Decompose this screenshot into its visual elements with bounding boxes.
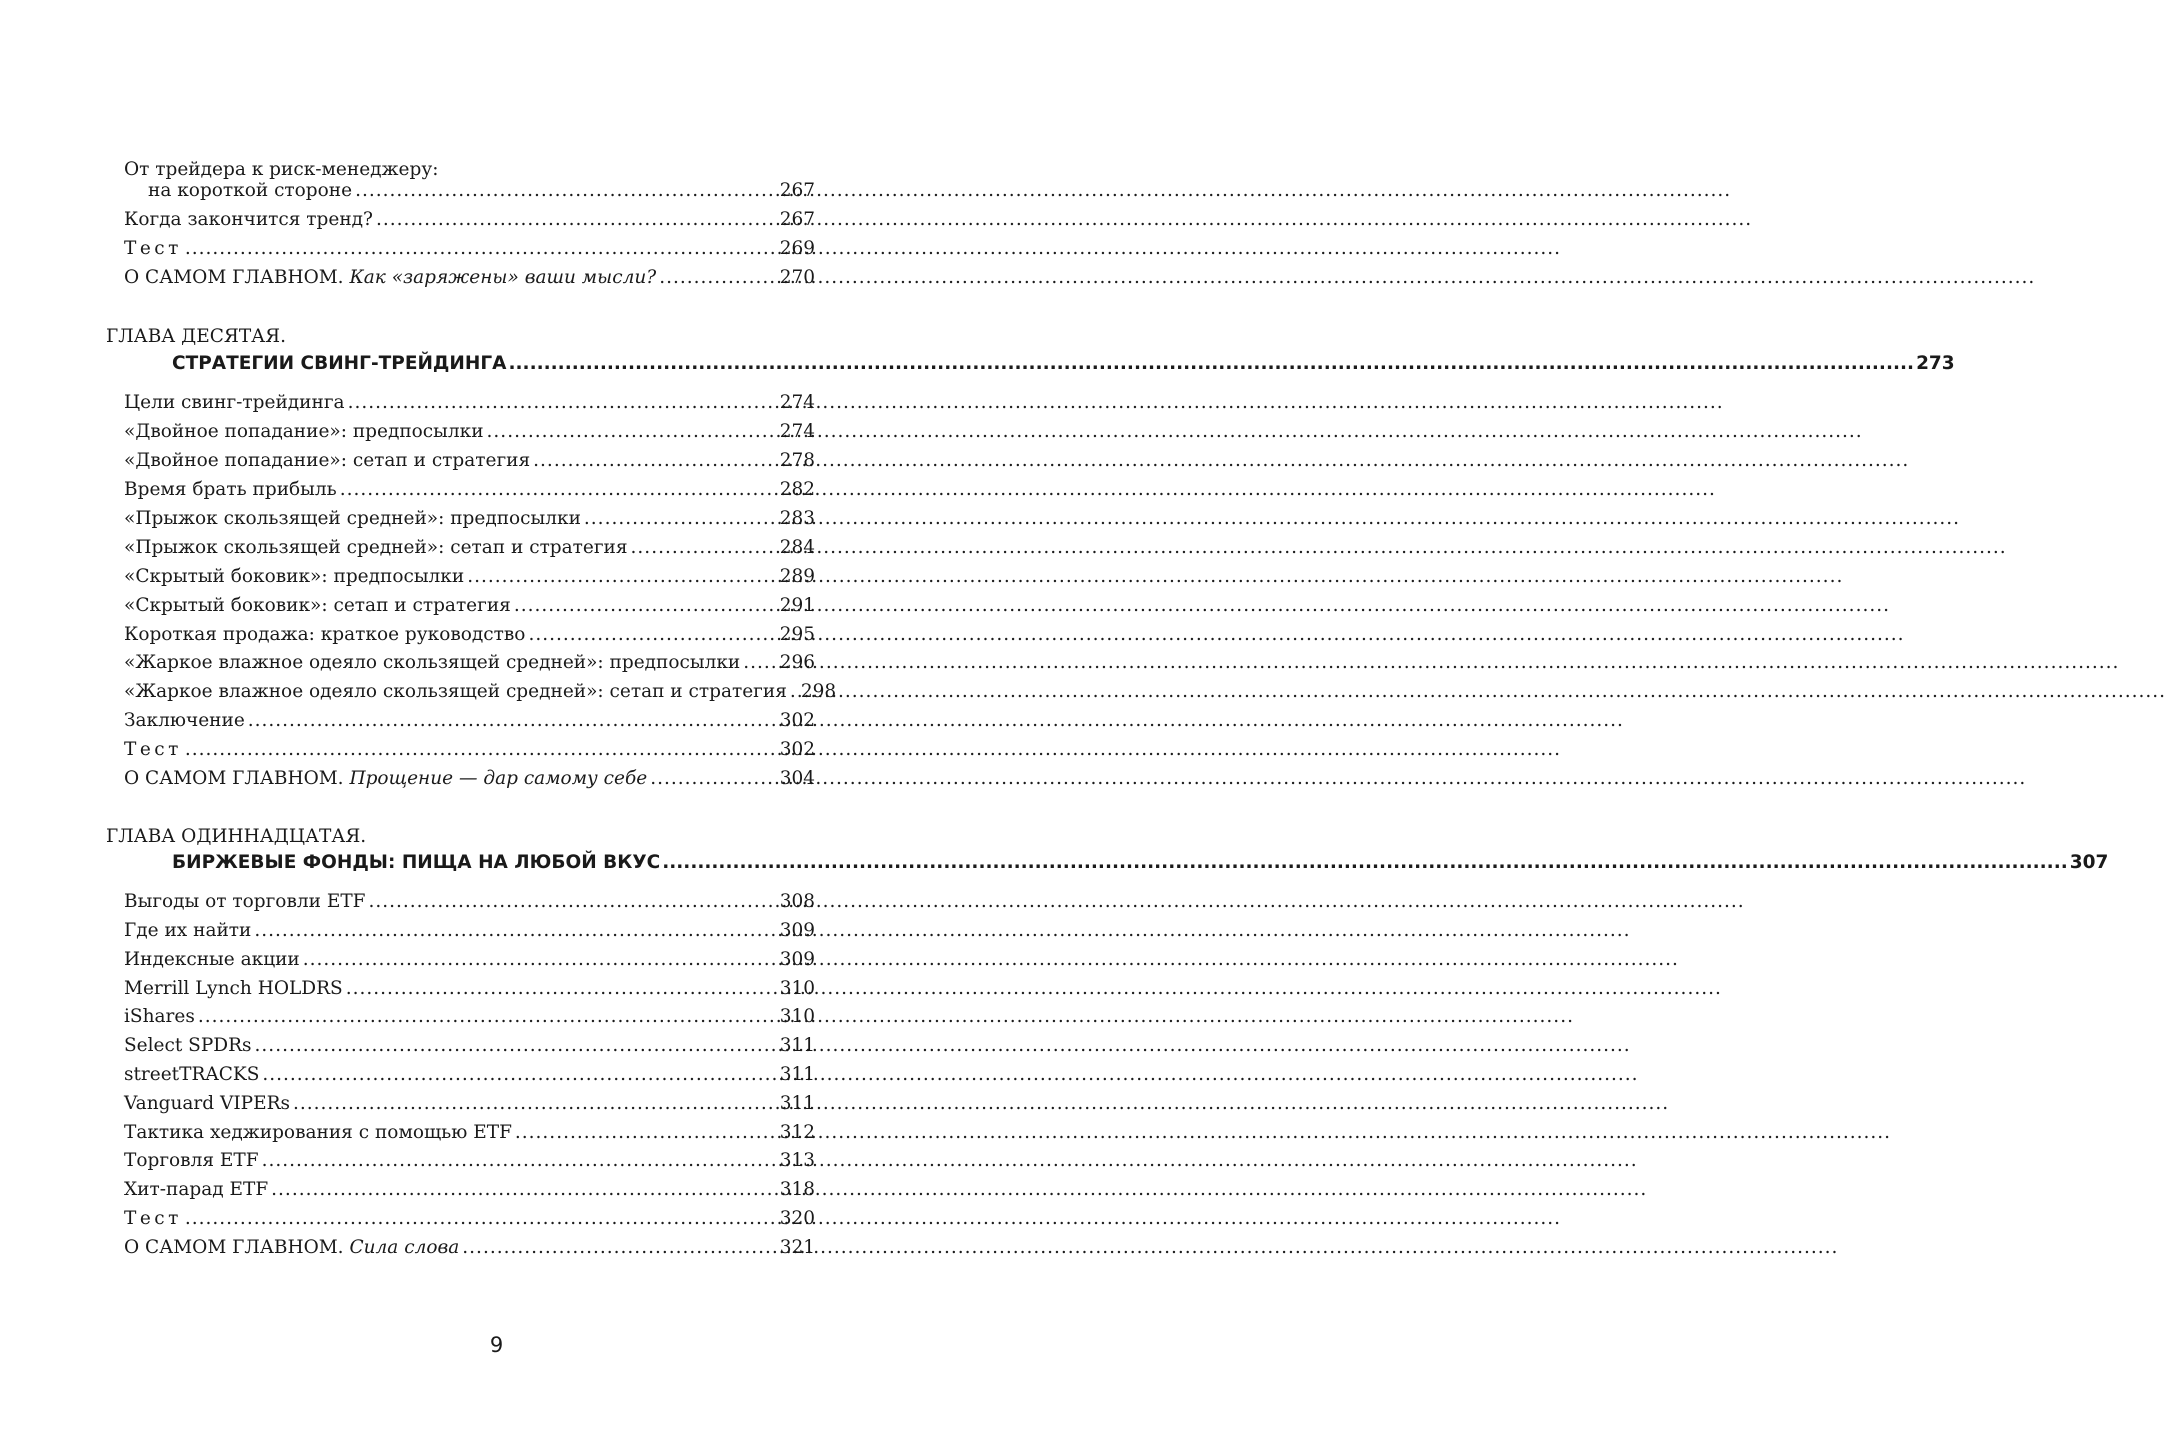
toc-entry-title: Хит-парад ETF [124, 1179, 269, 1200]
toc-entry [124, 677, 837, 706]
toc-entry [124, 234, 815, 263]
toc-entry-title: Время брать прибыль [124, 479, 337, 500]
dot-leader [533, 446, 777, 475]
toc-entry [124, 504, 815, 533]
dot-leader [659, 263, 777, 292]
toc-entry-title: О САМОМ ГЛАВНОМ. Как «заряжены» ваши мысли? [124, 267, 657, 288]
toc-entry [124, 735, 815, 764]
dot-leader [487, 417, 777, 446]
chapter-title-text: БИРЖЕВЫЕ ФОНДЫ: ПИЩА НА ЛЮБОЙ ВКУС [172, 852, 661, 873]
toc-entry-page: 310 [779, 978, 815, 999]
chapter-title-text: СТРАТЕГИИ СВИНГ-ТРЕЙДИНГА [172, 353, 507, 374]
toc-entry [124, 1060, 815, 1089]
toc-entry-title: Merrill Lynch HOLDRS [124, 978, 343, 999]
dot-leader [650, 764, 777, 793]
toc-entry-page: 278 [779, 450, 815, 471]
toc-entry [124, 533, 815, 562]
toc-entry-title: Когда закончится тренд? [124, 209, 373, 230]
toc-entry [124, 1233, 815, 1262]
dot-leader [262, 1060, 776, 1089]
toc-entry-page: 298 [800, 681, 837, 702]
toc-entry-page: 283 [779, 508, 815, 529]
toc-entry [124, 1031, 815, 1060]
toc-entry [124, 1089, 815, 1118]
chapter-title-page: 307 [2069, 852, 2109, 873]
toc-entry-title: iShares [124, 1006, 195, 1027]
toc-entry-page: 296 [779, 652, 815, 673]
toc-entry-page: 289 [779, 566, 815, 587]
dot-leader [515, 1118, 777, 1147]
toc-entry-page: 313 [779, 1150, 815, 1171]
dot-leader [790, 677, 798, 706]
dot-leader [462, 1233, 776, 1262]
toc-entry-page: 270 [779, 267, 815, 288]
toc-entry-title: «Двойное попадание»: предпосылки [124, 421, 484, 442]
toc-entry [124, 562, 815, 591]
toc-entry-page: 318 [779, 1179, 815, 1200]
toc-entry-title: на короткой стороне [148, 180, 353, 201]
toc-entry [124, 1002, 815, 1031]
toc-entry-title: Короткая продажа: краткое руководство [124, 624, 526, 645]
dot-leader [508, 348, 1914, 380]
toc-entry [124, 916, 815, 945]
toc-entry [124, 974, 815, 1003]
dot-leader [185, 234, 777, 263]
dot-leader [355, 176, 777, 205]
toc-entry-title: Торговля ETF [124, 1150, 259, 1171]
dot-leader [248, 706, 777, 735]
toc-entry-page: 282 [779, 479, 815, 500]
chapter-title-page: 273 [1916, 353, 1955, 374]
toc-entry-page: 311 [779, 1093, 815, 1114]
toc-entry-page: 311 [779, 1035, 815, 1056]
dot-leader [185, 735, 777, 764]
dot-leader [348, 388, 777, 417]
toc-entry-page: 274 [779, 392, 815, 413]
toc-entry-page: 284 [779, 537, 815, 558]
toc-entry-title: Тест [124, 238, 182, 259]
toc-entry-page: 295 [779, 624, 815, 645]
chapter-label: ГЛАВА ОДИННАДЦАТАЯ. [106, 826, 367, 847]
toc-entry-page: 308 [779, 891, 815, 912]
toc-entry-title: «Скрытый боковик»: предпосылки [124, 566, 465, 587]
toc-entry-title: О САМОМ ГЛАВНОМ. Сила слова [124, 1237, 460, 1258]
dot-leader [467, 562, 776, 591]
dot-leader [271, 1175, 777, 1204]
toc-entry-title: Цели свинг-трейдинга [124, 392, 345, 413]
toc-entry [124, 475, 815, 504]
dot-leader [255, 1031, 777, 1060]
dot-leader [528, 620, 776, 649]
toc-entry-page: 304 [779, 768, 815, 789]
toc-entry-page: 321 [779, 1237, 815, 1258]
toc-entry-page: 320 [779, 1208, 815, 1229]
toc-entry [124, 1146, 815, 1175]
toc-entry-page: 274 [779, 421, 815, 442]
toc-entry-title: Тест [124, 1208, 182, 1229]
dot-leader [514, 591, 777, 620]
toc-entry [124, 1118, 815, 1147]
toc-entry [124, 945, 815, 974]
toc-entry-page: 310 [779, 1006, 815, 1027]
toc-entry-page: 267 [779, 180, 815, 201]
toc-entry-title: Выгоды от торговли ETF [124, 891, 366, 912]
toc-entry-page: 267 [779, 209, 815, 230]
toc-entry-page: 302 [779, 739, 815, 760]
toc-entry-title: «Двойное попадание»: сетап и стратегия [124, 450, 531, 471]
toc-entry [124, 591, 815, 620]
page-number: 9 [489, 1333, 504, 1357]
toc-entry-title: Где их найти [124, 920, 252, 941]
toc-entry-title: «Жаркое влажное одеяло скользящей средней»: сетап и стратегия [124, 681, 787, 702]
toc-entry [124, 620, 815, 649]
dot-leader [293, 1089, 777, 1118]
dot-leader [631, 533, 777, 562]
toc-entry [124, 648, 815, 677]
chapter-label: ГЛАВА ДЕСЯТАЯ. [106, 326, 286, 347]
toc-entry [124, 1204, 815, 1233]
dot-leader [346, 974, 777, 1003]
toc-entry-page: 309 [779, 949, 815, 970]
toc-entry-title: Тест [124, 739, 182, 760]
toc-entry [124, 446, 815, 475]
dot-leader [662, 847, 2068, 879]
toc-entry-title: Select SPDRs [124, 1035, 252, 1056]
dot-leader [303, 945, 777, 974]
toc-entry [124, 887, 815, 916]
dot-leader [185, 1204, 777, 1233]
toc-entry-title: О САМОМ ГЛАВНОМ. Прощение — дар самому себе [124, 768, 648, 789]
dot-leader [584, 504, 777, 533]
toc-entry [124, 205, 815, 234]
toc-entry-page: 269 [779, 238, 815, 259]
toc-entry [124, 1175, 815, 1204]
toc-entry [124, 176, 815, 205]
dot-leader [369, 887, 777, 916]
toc-entry [124, 263, 815, 292]
toc-entry-title: «Прыжок скользящей средней»: предпосылки [124, 508, 581, 529]
toc-entry-title: Vanguard VIPERs [124, 1093, 291, 1114]
chapter-title [172, 348, 1955, 380]
toc-entry-page: 309 [779, 920, 815, 941]
toc-entry [124, 764, 815, 793]
dot-leader [262, 1146, 777, 1175]
toc-entry [124, 706, 815, 735]
toc-entry-title: «Прыжок скользящей средней»: сетап и стратегия [124, 537, 628, 558]
dot-leader [340, 475, 777, 504]
toc-entry-page: 312 [779, 1122, 815, 1143]
dot-leader [254, 916, 776, 945]
chapter-title [172, 847, 2109, 879]
toc-entry-title: streetTRACKS [124, 1064, 260, 1085]
toc-entry-title: «Жаркое влажное одеяло скользящей средней»: предпосылки [124, 652, 741, 673]
toc-entry-title: Заключение [124, 710, 245, 731]
dot-leader [376, 205, 777, 234]
toc-entry-title: Тактика хеджирования с помощью ETF [124, 1122, 512, 1143]
toc-entry-page: 311 [779, 1064, 815, 1085]
toc-entry-page: 291 [779, 595, 815, 616]
toc-entry-title: «Скрытый боковик»: сетап и стратегия [124, 595, 511, 616]
toc-entry [124, 417, 815, 446]
toc-intro-line: От трейдера к риск-менеджеру: [124, 159, 439, 180]
dot-leader [743, 648, 776, 677]
dot-leader [198, 1002, 777, 1031]
toc-entry [124, 388, 815, 417]
toc-entry-page: 302 [779, 710, 815, 731]
toc-entry-title: Индексные акции [124, 949, 300, 970]
